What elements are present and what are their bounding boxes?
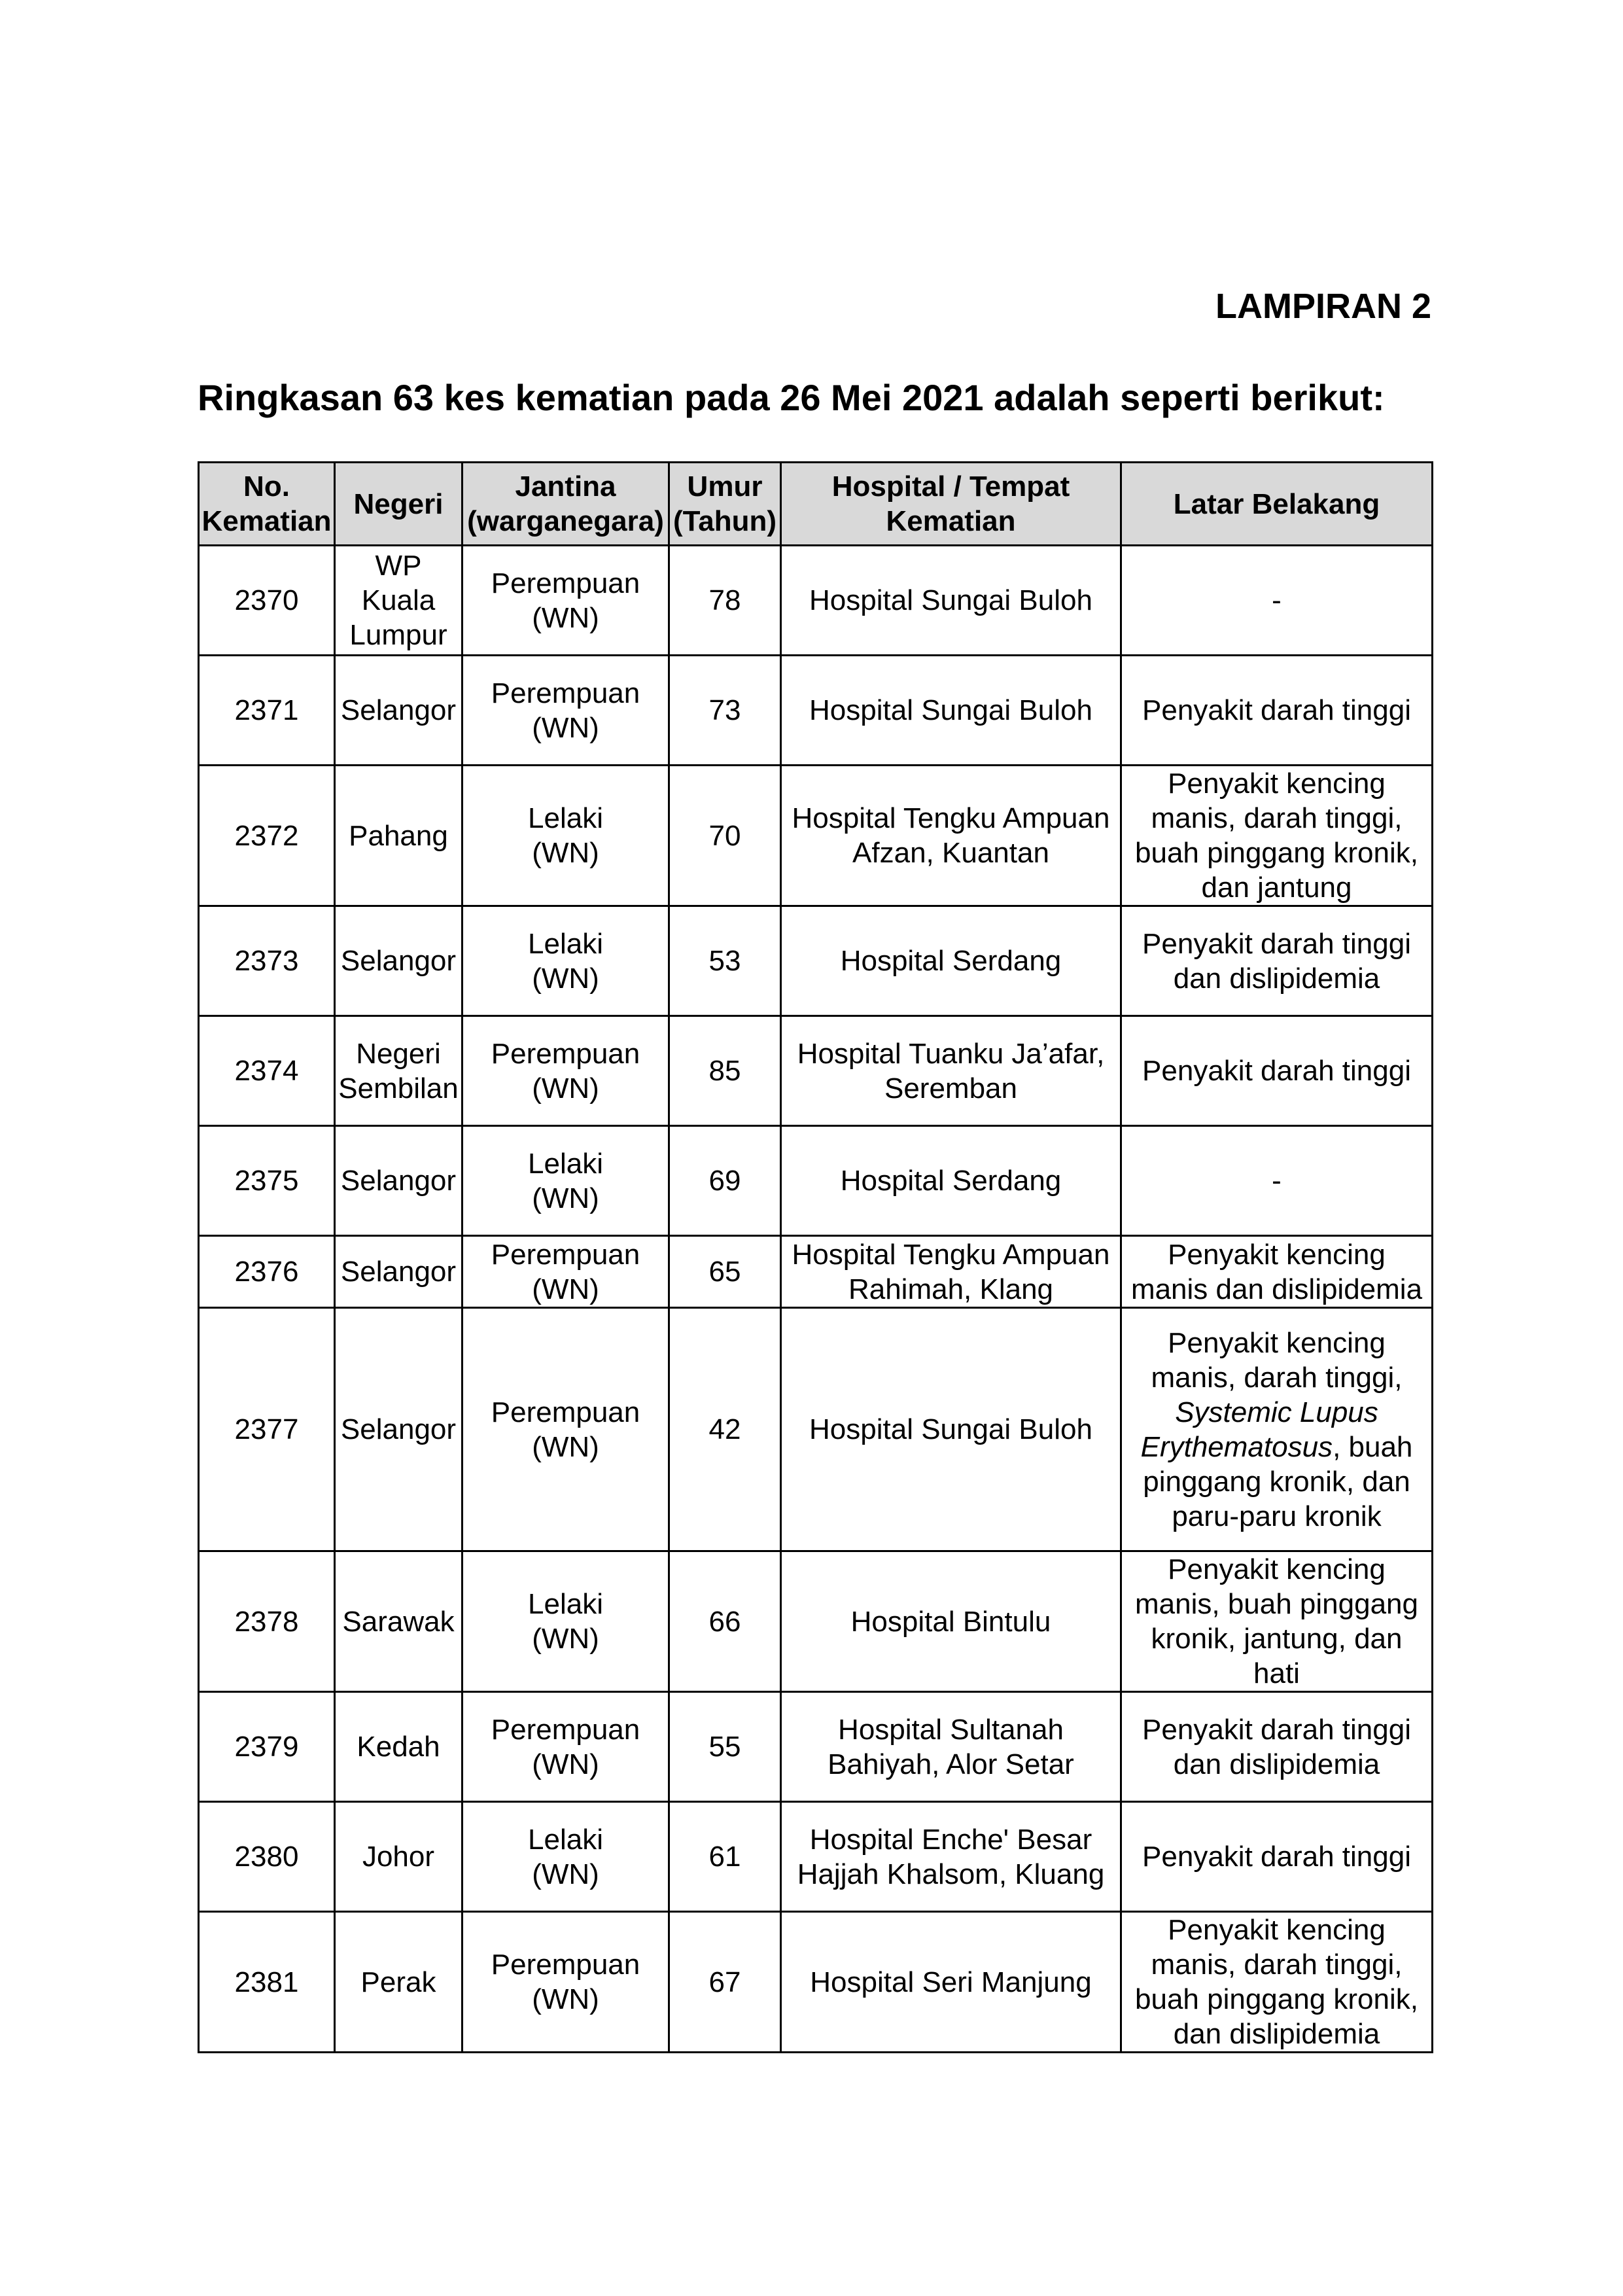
cell-jantina: Perempuan (WN) — [462, 1692, 669, 1802]
cell-jantina: Perempuan (WN) — [462, 656, 669, 766]
cell-negeri: Pahang — [335, 766, 462, 906]
cell-hospital: Hospital Tengku Ampuan Afzan, Kuantan — [781, 766, 1121, 906]
cell-negeri: Kedah — [335, 1692, 462, 1802]
table-row — [199, 766, 1433, 906]
table-row — [199, 1126, 1433, 1236]
latar-belakang-text: Penyakit darah tinggi — [1142, 694, 1411, 726]
table-row — [199, 1236, 1433, 1308]
table-row — [199, 656, 1433, 766]
latar-belakang-text: - — [1272, 1165, 1282, 1197]
cell-jantina: Perempuan (WN) — [462, 1016, 669, 1126]
cell-latar-belakang — [1121, 1126, 1433, 1236]
header-latar-belakang: Latar Belakang — [1121, 463, 1433, 546]
table-row — [199, 906, 1433, 1016]
cell-umur: 53 — [669, 906, 781, 1016]
cell-hospital: Hospital Sungai Buloh — [781, 546, 1121, 656]
death-cases-table — [198, 461, 1433, 2053]
cell-latar-belakang — [1121, 656, 1433, 766]
cell-negeri: Sarawak — [335, 1551, 462, 1692]
cell-negeri: WP Kuala Lumpur — [335, 546, 462, 656]
cell-latar-belakang — [1121, 1236, 1433, 1308]
cell-hospital: Hospital Tengku Ampuan Rahimah, Klang — [781, 1236, 1121, 1308]
latar-belakang-text: Penyakit kencing manis, darah tinggi, buah pinggang kronik, dan jantung — [1135, 768, 1418, 904]
cell-latar-belakang — [1121, 1802, 1433, 1912]
cell-hospital: Hospital Seri Manjung — [781, 1912, 1121, 2053]
cell-no-kematian: 2381 — [199, 1912, 335, 2053]
cell-no-kematian: 2378 — [199, 1551, 335, 1692]
cell-umur: 70 — [669, 766, 781, 906]
cell-negeri: Selangor — [335, 1236, 462, 1308]
cell-umur: 67 — [669, 1912, 781, 2053]
cell-hospital: Hospital Bintulu — [781, 1551, 1121, 1692]
cell-jantina: Lelaki (WN) — [462, 766, 669, 906]
cell-negeri: Selangor — [335, 656, 462, 766]
table-row — [199, 1912, 1433, 2053]
latar-belakang-text: Penyakit darah tinggi dan dislipidemia — [1142, 1713, 1411, 1780]
latar-belakang-text: Penyakit kencing manis, darah tinggi, — [1151, 1326, 1403, 1394]
cell-latar-belakang — [1121, 1912, 1433, 2053]
latar-belakang-text: , buah pinggang kronik, dan paru-paru kronik — [1143, 1430, 1413, 1532]
cell-jantina: Lelaki (WN) — [462, 1551, 669, 1692]
cell-hospital: Hospital Serdang — [781, 906, 1121, 1016]
cell-hospital: Hospital Sultanah Bahiyah, Alor Setar — [781, 1692, 1121, 1802]
cell-negeri: Negeri Sembilan — [335, 1016, 462, 1126]
cell-jantina: Lelaki (WN) — [462, 1126, 669, 1236]
table-row — [199, 1692, 1433, 1802]
latar-belakang-text: Penyakit darah tinggi dan dislipidemia — [1142, 927, 1411, 995]
cell-no-kematian: 2377 — [199, 1308, 335, 1551]
cell-no-kematian: 2370 — [199, 546, 335, 656]
cell-latar-belakang — [1121, 1692, 1433, 1802]
cell-no-kematian: 2380 — [199, 1802, 335, 1912]
cell-negeri: Perak — [335, 1912, 462, 2053]
cell-no-kematian: 2375 — [199, 1126, 335, 1236]
table-header-row — [199, 463, 1433, 546]
cell-umur: 65 — [669, 1236, 781, 1308]
latar-belakang-text: - — [1272, 584, 1282, 616]
cell-umur: 69 — [669, 1126, 781, 1236]
cell-hospital: Hospital Tuanku Ja’afar, Seremban — [781, 1016, 1121, 1126]
cell-jantina: Perempuan (WN) — [462, 1308, 669, 1551]
cell-latar-belakang — [1121, 1551, 1433, 1692]
cell-latar-belakang — [1121, 546, 1433, 656]
cell-latar-belakang — [1121, 1308, 1433, 1551]
table-row — [199, 1551, 1433, 1692]
latar-belakang-text: Penyakit kencing manis dan dislipidemia — [1130, 1238, 1423, 1305]
cell-hospital: Hospital Sungai Buloh — [781, 656, 1121, 766]
cell-negeri: Selangor — [335, 906, 462, 1016]
cell-no-kematian: 2374 — [199, 1016, 335, 1126]
cell-latar-belakang — [1121, 766, 1433, 906]
latar-belakang-text: Penyakit darah tinggi — [1142, 1841, 1411, 1873]
header-hospital: Hospital / Tempat Kematian — [781, 463, 1121, 546]
latar-belakang-text: Penyakit kencing manis, darah tinggi, buah pinggang kronik, dan dislipidemia — [1135, 1914, 1418, 2050]
cell-no-kematian: 2376 — [199, 1236, 335, 1308]
cell-umur: 85 — [669, 1016, 781, 1126]
latar-belakang-text: Systemic Lupus Erythematosus — [1140, 1396, 1378, 1463]
header-jantina: Jantina (warganegara) — [462, 463, 669, 546]
table-row — [199, 546, 1433, 656]
table-row — [199, 1308, 1433, 1551]
cell-latar-belakang — [1121, 1016, 1433, 1126]
cell-jantina: Perempuan (WN) — [462, 1912, 669, 2053]
cell-jantina: Lelaki (WN) — [462, 906, 669, 1016]
header-no-kematian: No. Kematian — [199, 463, 335, 546]
table-row — [199, 1802, 1433, 1912]
cell-umur: 61 — [669, 1802, 781, 1912]
summary-title: Ringkasan 63 kes kematian pada 26 Mei 2021 adalah seperti berikut: — [198, 377, 1385, 418]
header-umur: Umur (Tahun) — [669, 463, 781, 546]
cell-jantina: Perempuan (WN) — [462, 1236, 669, 1308]
cell-jantina: Perempuan (WN) — [462, 546, 669, 656]
cell-hospital: Hospital Enche' Besar Hajjah Khalsom, Kluang — [781, 1802, 1121, 1912]
latar-belakang-text: Penyakit kencing manis, buah pinggang kronik, jantung, dan hati — [1135, 1553, 1418, 1689]
cell-hospital: Hospital Sungai Buloh — [781, 1308, 1121, 1551]
cell-no-kematian: 2379 — [199, 1692, 335, 1802]
table-row — [199, 1016, 1433, 1126]
cell-no-kematian: 2371 — [199, 656, 335, 766]
cell-jantina: Lelaki (WN) — [462, 1802, 669, 1912]
cell-umur: 73 — [669, 656, 781, 766]
cell-umur: 66 — [669, 1551, 781, 1692]
cell-umur: 78 — [669, 546, 781, 656]
header-negeri: Negeri — [335, 463, 462, 546]
cell-umur: 42 — [669, 1308, 781, 1551]
annex-label: LAMPIRAN 2 — [1215, 287, 1431, 326]
latar-belakang-text: Penyakit darah tinggi — [1142, 1055, 1411, 1087]
cell-no-kematian: 2373 — [199, 906, 335, 1016]
cell-negeri: Selangor — [335, 1308, 462, 1551]
cell-hospital: Hospital Serdang — [781, 1126, 1121, 1236]
cell-latar-belakang — [1121, 906, 1433, 1016]
cell-umur: 55 — [669, 1692, 781, 1802]
cell-negeri: Johor — [335, 1802, 462, 1912]
cell-negeri: Selangor — [335, 1126, 462, 1236]
cell-no-kematian: 2372 — [199, 766, 335, 906]
